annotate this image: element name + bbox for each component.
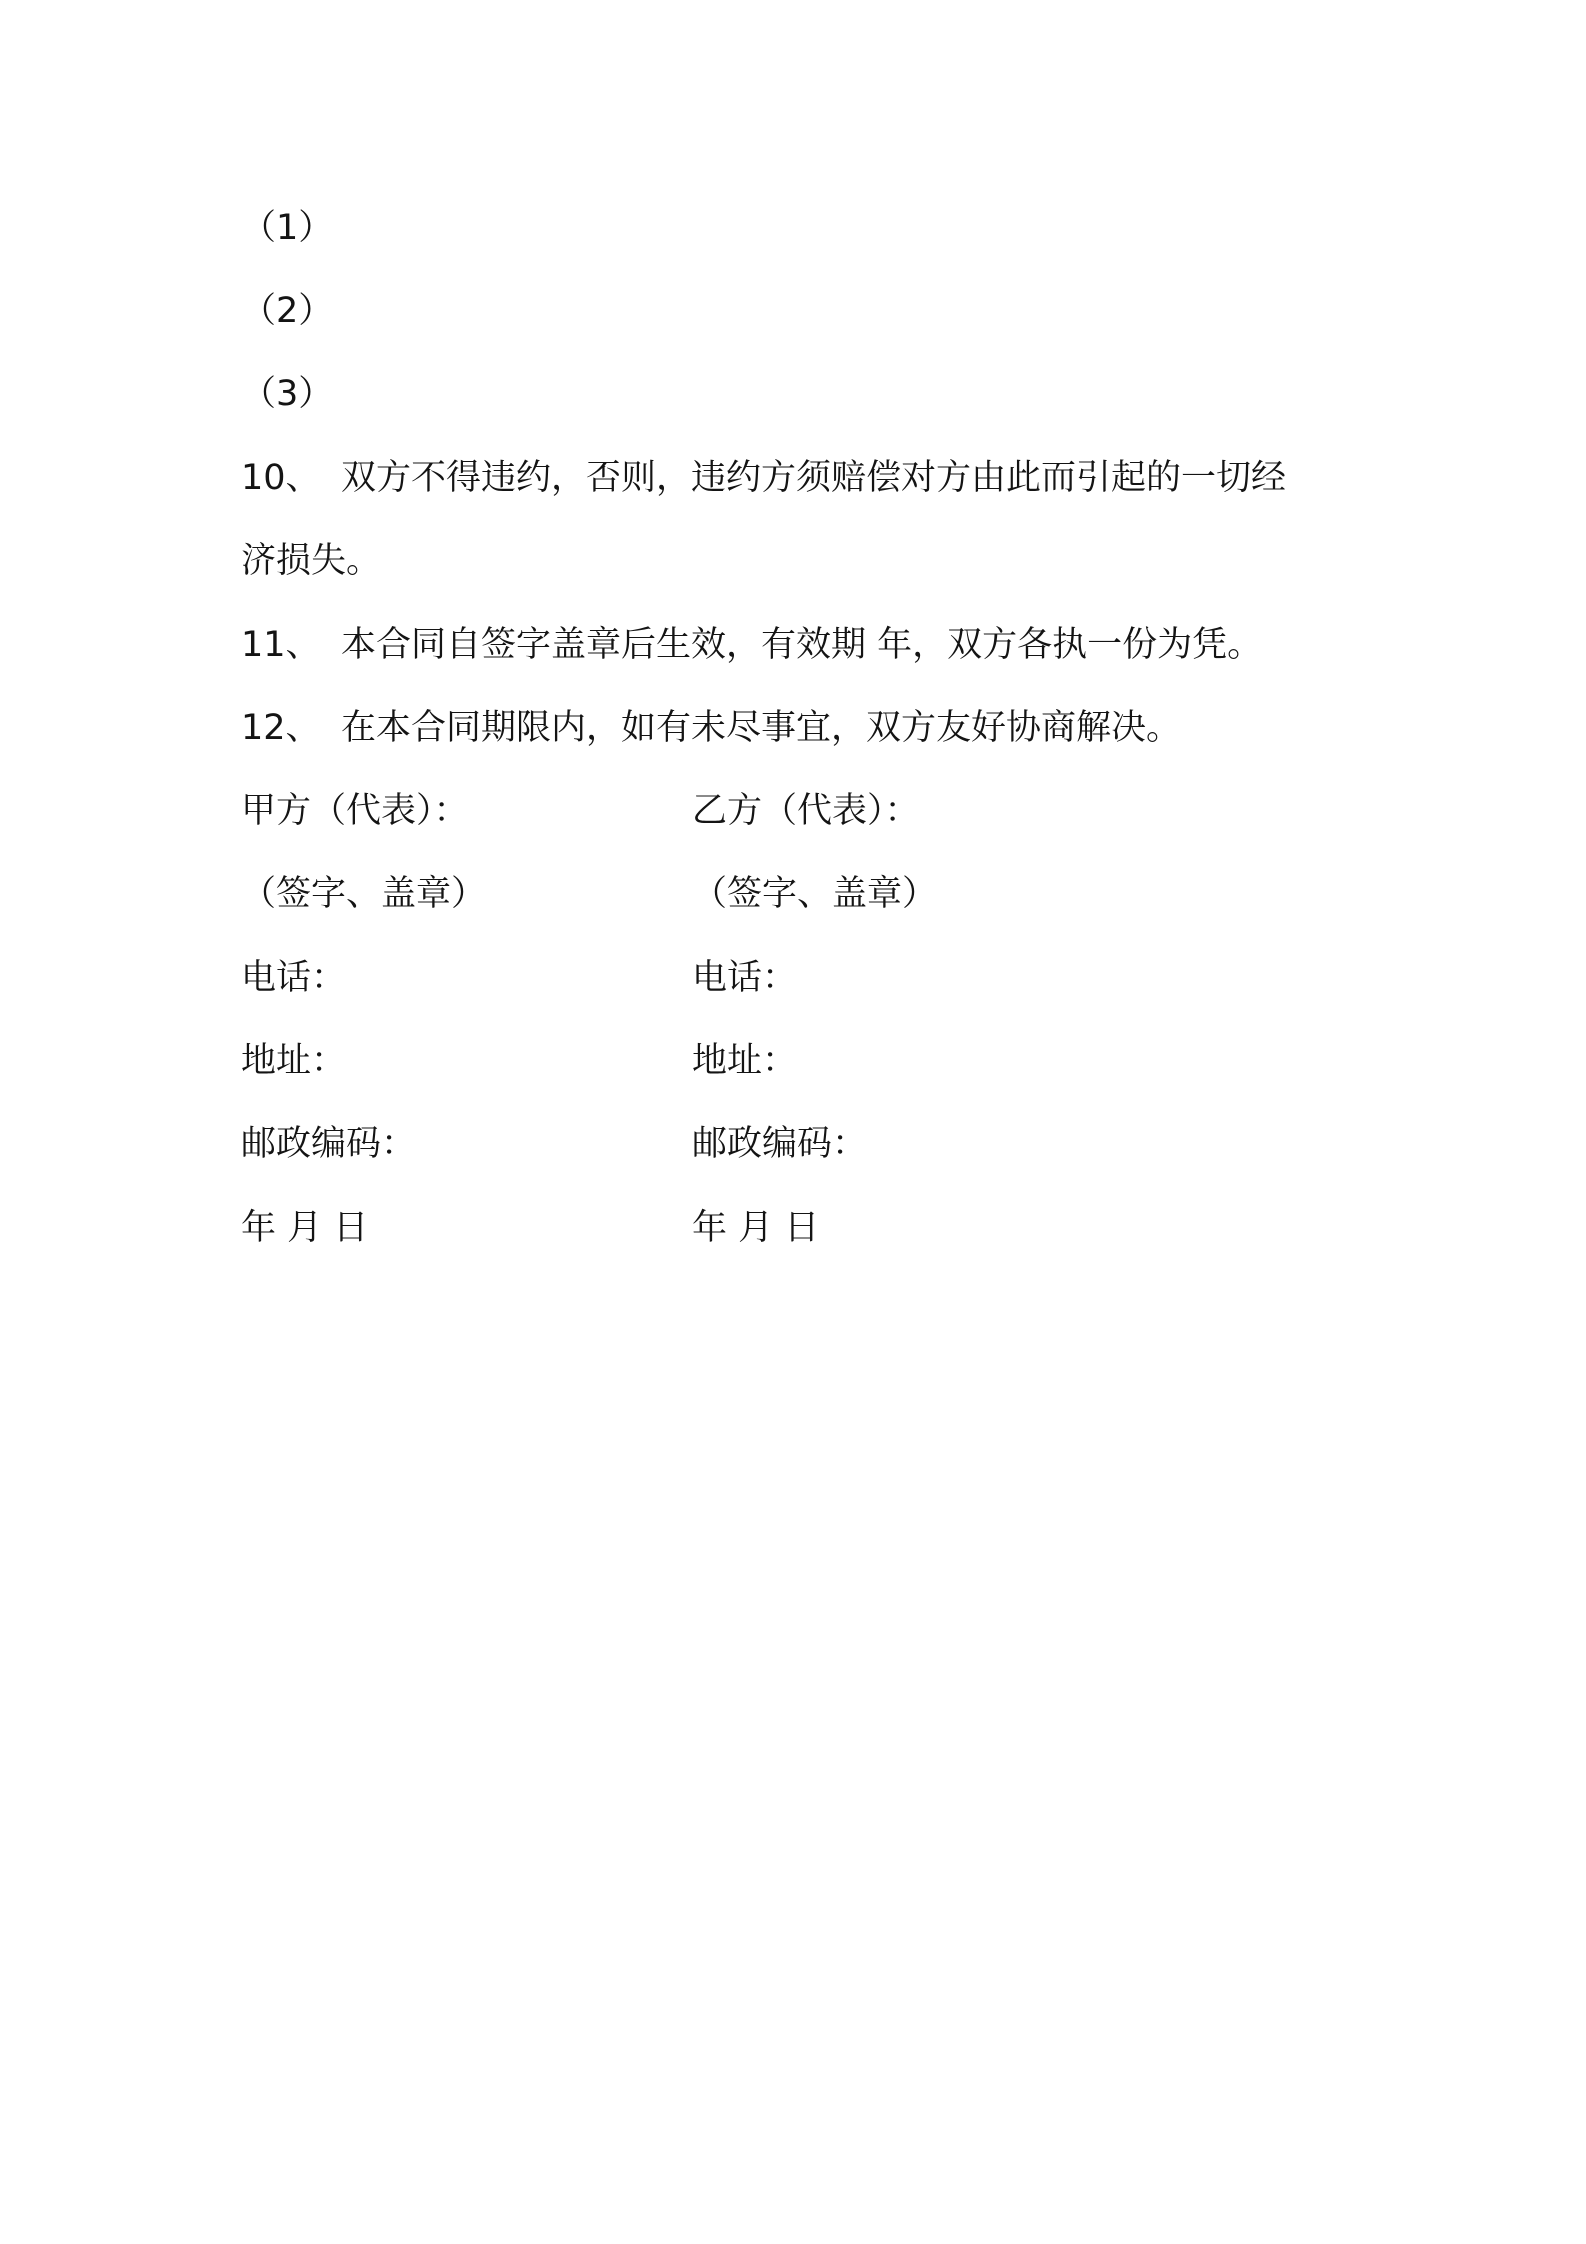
clause-number: 10、 bbox=[241, 458, 321, 498]
party-a-postcode-label: 邮政编码： bbox=[241, 1124, 417, 1164]
party-a-date-label: 年 月 日 bbox=[241, 1208, 369, 1248]
party-b-phone-label: 电话： bbox=[692, 958, 798, 998]
sub-item-2: （2） bbox=[241, 291, 334, 331]
sub-item-1: （1） bbox=[241, 208, 334, 248]
clause-text: 本合同自签字盖章后生效，有效期 年，双方各执一份为凭。 bbox=[341, 625, 1263, 665]
clause-10 bbox=[241, 458, 1286, 498]
party-a-address-label: 地址： bbox=[241, 1041, 347, 1081]
party-b-date-label: 年 月 日 bbox=[692, 1208, 820, 1248]
party-b-address-label: 地址： bbox=[692, 1041, 798, 1081]
party-b-postcode-label: 邮政编码： bbox=[692, 1124, 868, 1164]
party-b-sign-note: （签字、盖章） bbox=[692, 874, 938, 914]
party-b-title: 乙方（代表）： bbox=[692, 791, 920, 831]
clause-text: 双方不得违约，否则，违约方须赔偿对方由此而引起的一切经 bbox=[341, 458, 1287, 498]
party-a-phone-label: 电话： bbox=[241, 958, 347, 998]
clause-number: 12、 bbox=[241, 708, 321, 748]
clause-text: 在本合同期限内，如有未尽事宜，双方友好协商解决。 bbox=[341, 708, 1182, 748]
clause-11 bbox=[241, 625, 1262, 665]
party-a-title: 甲方（代表）： bbox=[241, 791, 469, 831]
clause-12 bbox=[241, 708, 1181, 748]
sub-item-3: （3） bbox=[241, 374, 334, 414]
clause-10-continuation: 济损失。 bbox=[241, 541, 382, 581]
party-a-sign-note: （签字、盖章） bbox=[241, 874, 487, 914]
clause-number: 11、 bbox=[241, 625, 321, 665]
